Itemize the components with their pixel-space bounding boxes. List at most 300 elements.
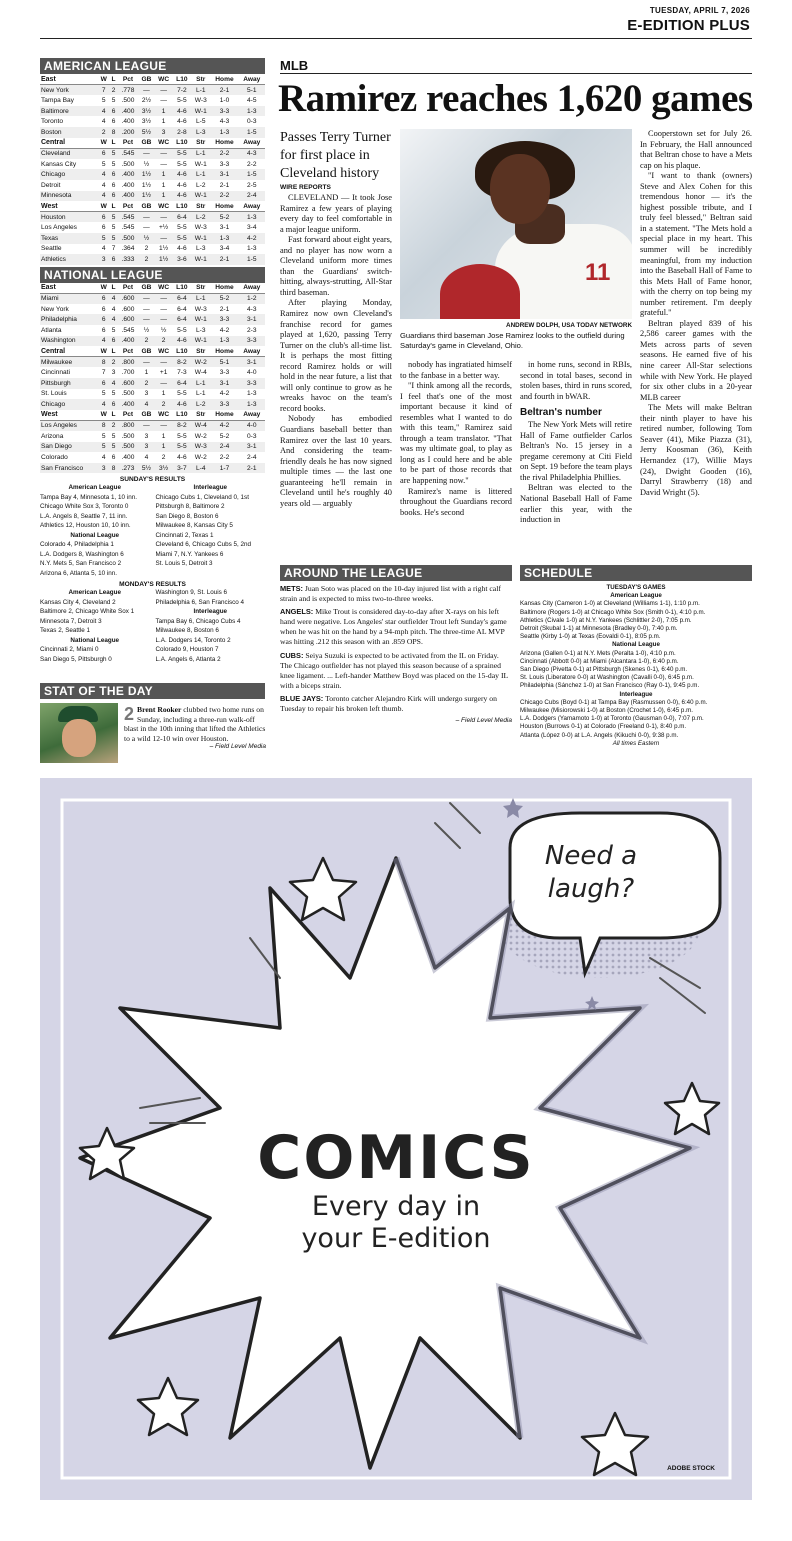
stat-cell: 4-6: [177, 245, 187, 253]
schedule-heading: TUESDAY'S GAMES: [606, 584, 666, 591]
stat-cell: 6: [109, 106, 117, 117]
column-header: L: [109, 283, 117, 294]
schedule-game: L.A. Dodgers (Yamamoto 1-0) at Toronto (Gausman 0-0), 7:07 p.m.: [520, 715, 704, 723]
subhead: Beltran's number: [520, 407, 602, 419]
stat-cell: 7-3: [177, 369, 187, 377]
table-row: [40, 159, 265, 170]
schedule-game: St. Louis (Liberatore 0-0) at Washington (Cavalli 0-0), 6:45 p.m.: [520, 674, 694, 682]
table-row: [40, 116, 265, 127]
stat-cell: W-3: [194, 96, 207, 104]
nl-standings-table: [40, 283, 265, 474]
stat-cell: .400: [121, 181, 135, 189]
table-row: [40, 336, 265, 347]
stat-cell: L-3: [196, 245, 206, 253]
stat-cell: 2-2: [219, 453, 230, 461]
stat-cell: .545: [121, 326, 135, 334]
stat-cell: 1-5: [239, 169, 265, 180]
division-name: Central: [40, 138, 98, 149]
stat-cell: 3½: [138, 106, 154, 117]
column-header: L10: [173, 201, 191, 212]
stat-cell: .600: [121, 305, 135, 313]
stat-cell: 4-6: [177, 181, 187, 189]
result-line: St. Louis 5, Detroit 3: [155, 560, 213, 568]
stat-cell: ½: [143, 160, 150, 168]
stat-cell: 8-2: [173, 357, 191, 368]
team-name: Arizona: [41, 432, 64, 440]
table-row: [40, 357, 265, 368]
schedule-game: San Diego (Pivetta 0-1) at Pittsburgh (Skenes 0-1), 6:40 p.m.: [520, 666, 688, 674]
stat-cell: .400: [118, 106, 139, 117]
edition-date: TUESDAY, APRIL 7, 2026: [649, 6, 750, 15]
column-header: Away: [239, 346, 265, 357]
deck: Passes Terry Turner for first place in Cleveland history: [280, 130, 391, 181]
stat-cell: 3: [138, 442, 154, 453]
stat-cell: W-2: [194, 453, 207, 461]
stat-cell: 4-3: [246, 305, 257, 313]
result-line: Baltimore 2, Chicago White Sox 1: [40, 608, 135, 616]
stat-cell: 4-2: [219, 326, 230, 334]
result-line: Minnesota 7, Detroit 3: [40, 617, 102, 625]
team-name: Los Angeles: [40, 420, 98, 431]
comics-ad[interactable]: [40, 778, 752, 1500]
column-header: Str: [191, 283, 210, 294]
stat-cell: 1: [155, 191, 173, 202]
stat-cell: 5-5: [177, 160, 187, 168]
column-header: W: [98, 283, 109, 294]
stat-cell: .500: [118, 233, 139, 244]
stat-cell: 3-6: [173, 254, 191, 265]
stat-cell: L-1: [191, 378, 210, 389]
team-name: Kansas City: [41, 160, 77, 168]
stat-cell: 3-4: [246, 224, 257, 232]
face-shape: [62, 719, 96, 757]
around-item: [280, 694, 512, 714]
schedule-footer: All times Eastern: [612, 739, 660, 747]
stat-cell: 7: [101, 369, 106, 377]
story-paragraph: After playing Monday, Ramirez now own Cleveland's franchise record for games played at 1,620, passing Terry Turner on the club's all-time list. It is perhaps the most fitting record Ramirez holds or will hold in the near future, a list that will only continue to grow as he wreaks havoc on the team's record books.: [280, 298, 392, 413]
stat-cell: 5-2: [210, 212, 238, 223]
stat-cell: 3-7: [173, 463, 191, 474]
team-name: Houston: [40, 212, 98, 223]
sunday-results-right: [156, 483, 266, 578]
stat-cell: 4-6: [173, 336, 191, 347]
stat-cell: L-1: [191, 169, 210, 180]
column-header: GB: [138, 410, 154, 421]
column-header: Home: [210, 283, 238, 294]
table-row: [40, 420, 265, 431]
stat-cell: 3-3: [239, 378, 265, 389]
schedule-game: Kansas City (Cameron 1-0) at Cleveland (Williams 1-1), 1:10 p.m.: [520, 600, 700, 608]
monday-results-left: [40, 588, 150, 664]
motion-line: [660, 978, 705, 1013]
team-name: Boston: [40, 127, 98, 138]
result-line: Philadelphia 6, San Francisco 4: [155, 598, 245, 606]
result-line: Cincinnati 2, Miami 0: [40, 646, 99, 654]
stat-cell: 2: [109, 420, 117, 431]
ad-subtitle-line-1: Every day in: [311, 1191, 481, 1222]
stat-cell: 4: [101, 245, 106, 253]
result-line: San Diego 8, Boston 6: [155, 512, 219, 520]
team-name: Chicago: [40, 169, 98, 180]
stat-cell: 3-1: [210, 378, 238, 389]
results-subheading: National League: [70, 636, 120, 644]
story-paragraph: Nobody has embodied Guardians baseball better than Ramirez over the last 10 years. And considering the team-friendly deals he has now signed multiple times — the last one guaranteeing he'll remain in Cleveland until he's roughly 40 years old — arguably: [280, 414, 392, 508]
stat-cell: 2: [109, 357, 117, 368]
stat-cell: L-1: [196, 390, 206, 398]
ad-credit: ADOBE STOCK: [667, 1465, 715, 1472]
stat-cell: 4-2: [219, 390, 230, 398]
stat-cell: 5-2: [219, 432, 230, 440]
result-line: Cincinnati 2, Texas 1: [155, 531, 214, 539]
story-column-4: [640, 129, 752, 498]
story-paragraph: Ramirez's name is littered throughout the Guardians record books. He's second: [400, 486, 512, 517]
stat-cell: 1-3: [210, 127, 238, 138]
bubble-line-2: laugh?: [547, 874, 635, 904]
stat-cell: W-1: [191, 254, 210, 265]
schedule-game: Detroit (Skubal 1-1) at Minnesota (Bradley 0-0), 7:40 p.m.: [520, 625, 678, 633]
division-header-row: [40, 283, 265, 294]
stat-cell: 6: [101, 224, 106, 232]
column-header: L: [109, 74, 117, 85]
stat-cell: 2-1: [239, 463, 265, 474]
stat-cell: .778: [118, 85, 139, 96]
schedule-game: Houston (Burrows 0-1) at Colorado (Freeland 0-1), 8:40 p.m.: [520, 723, 687, 731]
column-header: WC: [155, 74, 173, 85]
stat-credit: – Field Level Media: [209, 743, 266, 751]
stat-cell: +1: [159, 369, 168, 377]
stat-cell: ½: [143, 326, 150, 334]
team-name: Toronto: [41, 118, 63, 126]
stat-cell: 5: [101, 432, 106, 440]
column-header: Away: [239, 410, 265, 421]
stat-cell: 4-6: [173, 106, 191, 117]
motion-line: [450, 803, 480, 833]
stat-cell: .700: [121, 369, 135, 377]
division-header-row: [40, 346, 265, 357]
stat-cell: 4-3: [219, 118, 230, 126]
stat-cell: 3: [155, 127, 173, 138]
column-header: L10: [173, 283, 191, 294]
stat-cell: 4-3: [239, 148, 265, 159]
around-team: CUBS:: [280, 650, 304, 660]
stat-cell: —: [143, 224, 150, 232]
stat-cell: 8-2: [173, 420, 191, 431]
stat-cell: 6: [111, 453, 116, 461]
stat-cell: 3-3: [219, 369, 230, 377]
stat-cell: 4: [98, 399, 109, 410]
team-name: Tampa Bay: [41, 96, 74, 104]
stat-cell: —: [155, 233, 173, 244]
column-header: Home: [210, 74, 238, 85]
stat-cell: 1: [155, 169, 173, 180]
result-line: Tampa Bay 4, Minnesota 1, 10 inn.: [40, 493, 137, 501]
stat-cell: L-5: [196, 118, 206, 126]
ad-subtitle: [40, 1191, 752, 1255]
schedule-header: SCHEDULE: [520, 565, 752, 581]
stat-cell: L-1: [191, 148, 210, 159]
stat-cell: 2: [144, 245, 149, 253]
story-column-3-bottom: [520, 420, 632, 525]
stat-cell: 0-3: [246, 432, 257, 440]
schedule-subheading: Interleague: [619, 690, 653, 698]
column-header: GB: [138, 201, 154, 212]
division-name: East: [40, 74, 98, 85]
column-header: L: [109, 410, 117, 421]
stat-cell: 8: [98, 420, 109, 431]
byline: WIRE REPORTS: [280, 184, 331, 191]
stat-cell: W-3: [194, 305, 207, 313]
stat-cell: —: [155, 378, 173, 389]
around-item: [280, 584, 512, 604]
result-line: Athletics 12, Houston 10, 10 inn.: [40, 522, 131, 530]
stat-cell: .500: [118, 442, 139, 453]
result-line: L.A. Angels 8, Seattle 7, 11 inn.: [40, 512, 128, 520]
stat-cell: 4-6: [173, 169, 191, 180]
stat-cell: .200: [118, 127, 139, 138]
table-row: [40, 244, 265, 255]
stat-cell: 2: [109, 85, 117, 96]
column-header: W: [98, 74, 109, 85]
table-row: [40, 85, 265, 96]
column-header: Home: [210, 410, 238, 421]
stat-cell: 4: [98, 106, 109, 117]
stat-cell: 5: [109, 442, 117, 453]
stat-cell: 5: [111, 160, 116, 168]
column-header: W: [98, 346, 109, 357]
column-header: Home: [210, 138, 238, 149]
glove-shape: [440, 264, 520, 319]
stat-cell: .800: [118, 420, 139, 431]
stat-cell: .333: [118, 254, 139, 265]
table-row: [40, 314, 265, 325]
around-team: BLUE JAYS:: [280, 693, 324, 703]
stat-cell: 3-3: [210, 106, 238, 117]
stat-cell: —: [138, 212, 154, 223]
stat-cell: L-3: [191, 127, 210, 138]
stat-cell: 3-1: [239, 314, 265, 325]
sunday-results-title: SUNDAY'S RESULTS: [119, 476, 186, 484]
schedule-game: Arizona (Gallen 0-1) at N.Y. Mets (Peralta 1-0), 4:10 p.m.: [520, 649, 676, 657]
star-shape: [582, 1413, 648, 1475]
schedule-list: [520, 584, 752, 748]
stat-cell: 5: [98, 442, 109, 453]
stat-cell: 2-4: [239, 191, 265, 202]
around-team: ANGELS:: [280, 607, 314, 617]
column-header: Str: [191, 74, 210, 85]
column-header: Pct: [118, 74, 139, 85]
team-name: Colorado: [41, 453, 68, 461]
table-row: [40, 442, 265, 453]
al-standings-header: AMERICAN LEAGUE: [40, 58, 265, 74]
stat-cell: 6: [109, 254, 117, 265]
around-text: Mike Trout is considered day-to-day after X-rays on his left hand were negative. Los Angeles' star outfielder Trout left Sunday's game when he was hit on the hand by a 94-mph pitch. The three-time AL MVP was hitting .212 this season with an .859 OPS.: [280, 607, 507, 647]
division-header-row: [40, 138, 265, 149]
team-name: Miami: [40, 293, 98, 304]
story-paragraph: "I want to thank (owners) Steve and Alex Cohen for this tremendous honor — it's the highest possible tribute, and I truly feel blessed," Beltran said in a statement. "The Mets hold a special place in my heart. This summer will be incredibly meaningful, from my induction into the Baseball Hall of Fame to this Mets Hall of Fame honor, with the cherry on top being my number retirement. I'm deeply grateful.": [640, 171, 752, 318]
stat-cell: 5: [98, 233, 109, 244]
column-header: Away: [239, 138, 265, 149]
stat-cell: .400: [118, 169, 139, 180]
stat-cell: 5-5: [173, 442, 191, 453]
around-the-league: [280, 565, 512, 724]
stat-cell: W-1: [191, 233, 210, 244]
stat-cell: 7: [111, 245, 116, 253]
result-line: Colorado 4, Philadelphia 1: [40, 541, 114, 549]
stat-cell: 1-7: [210, 463, 238, 474]
table-row: [40, 212, 265, 223]
stat-cell: —: [143, 305, 150, 313]
schedule-game: Atlanta (López 0-0) at L.A. Angels (Kikuchi 0-0), 9:38 p.m.: [520, 731, 679, 739]
around-text: Juan Soto was placed on the 10-day injured list with a right calf strain and is expected to miss two-to-three weeks.: [280, 584, 501, 604]
column-header: GB: [138, 138, 154, 149]
results-subheading: American League: [68, 484, 121, 492]
stat-cell: —: [155, 314, 173, 325]
stat-cell: 3-3: [239, 336, 265, 347]
column-header: W: [98, 138, 109, 149]
stat-cell: 2-2: [246, 160, 257, 168]
stat-cell: 6: [109, 336, 117, 347]
column-header: W: [98, 410, 109, 421]
stat-cell: 1: [161, 390, 166, 398]
team-name: New York: [41, 305, 69, 313]
stat-cell: —: [138, 314, 154, 325]
bubble-line-1: Need a: [544, 841, 638, 871]
stat-cell: 4-6: [177, 118, 187, 126]
stat-cell: 3½: [141, 118, 152, 126]
stat-cell: 6: [98, 314, 109, 325]
stat-cell: 2-1: [210, 254, 238, 265]
stat-cell: .500: [121, 390, 135, 398]
result-line: Washington 9, St. Louis 6: [155, 589, 228, 597]
team-name: St. Louis: [41, 390, 67, 398]
result-line: San Diego 5, Pittsburgh 0: [40, 655, 112, 663]
stat-cell: 4-0: [239, 420, 265, 431]
stat-cell: .600: [118, 378, 139, 389]
result-line: Texas 2, Seattle 1: [40, 627, 91, 635]
stat-cell: —: [160, 160, 167, 168]
story-column-2: [400, 360, 512, 518]
stat-cell: —: [155, 212, 173, 223]
stat-cell: 5: [111, 390, 116, 398]
story-column-1: [280, 193, 392, 509]
result-line: N.Y. Mets 5, San Francisco 2: [40, 560, 122, 568]
stat-cell: .600: [118, 314, 139, 325]
stat-cell: 6-4: [177, 305, 187, 313]
stat-cell: W-1: [194, 160, 207, 168]
stat-of-the-day: [40, 683, 265, 783]
stat-cell: 8: [98, 357, 109, 368]
schedule-game: Philadelphia (Sánchez 1-0) at San Francisco (Ray 0-1), 9:45 p.m.: [520, 682, 700, 690]
team-name: Los Angeles: [41, 224, 77, 232]
stat-cell: 3-1: [210, 169, 238, 180]
schedule-game: Athletics (Civale 1-0) at N.Y. Yankees (Schlittler 2-0), 7:05 p.m.: [520, 616, 692, 624]
schedule-game: Baltimore (Rogers 1-0) at Chicago White Sox (Smith 0-1), 4:10 p.m.: [520, 608, 706, 616]
stat-cell: 3-1: [239, 357, 265, 368]
stat-cell: 3-1: [219, 224, 230, 232]
column-header: Pct: [118, 283, 139, 294]
al-standings-table: [40, 74, 265, 265]
stat-cell: W-1: [191, 106, 210, 117]
results-subheading: Interleague: [193, 484, 228, 492]
stat-cell: 2: [155, 336, 173, 347]
stat-cell: W-2: [191, 357, 210, 368]
stat-cell: .545: [118, 212, 139, 223]
team-name: Chicago: [40, 399, 98, 410]
stat-cell: 4-6: [173, 191, 191, 202]
stat-cell: 2-2: [210, 191, 238, 202]
division-header-row: [40, 201, 265, 212]
player-photo: [40, 703, 118, 763]
stat-cell: 1: [161, 118, 166, 126]
bubble-text: [518, 840, 664, 906]
result-line: Kansas City 4, Cleveland 2: [40, 598, 116, 606]
table-row: [40, 222, 265, 233]
stat-cell: 8: [109, 463, 117, 474]
stat-cell: 4-2: [210, 420, 238, 431]
schedule-subheading: National League: [612, 641, 660, 649]
stat-cell: W-1: [191, 336, 210, 347]
story-paragraph: "I think among all the records, I feel that's one of the most important because it kind of resembles what I wanted to do with this team," Ramirez said through a team translator. "That was my ultimate goal, to play as long as I could here and be able to be part of those records that are happening now.": [400, 381, 512, 486]
stat-cell: —: [138, 293, 154, 304]
stat-cell: L-1: [191, 293, 210, 304]
headline: Ramirez reaches 1,620 games: [278, 77, 753, 120]
team-name: Philadelphia: [40, 314, 98, 325]
story-paragraph: The New York Mets will retire Hall of Fame outfielder Carlos Beltran's No. 15 jersey in a pregame ceremony at Citi Field on Sept. 19 before the team plays the rival Philadelphia Phillies.: [520, 420, 632, 482]
head-shape: [490, 154, 550, 224]
stat-cell: 5-5: [177, 432, 187, 440]
story-paragraph: Fast forward about eight years, and no player has now worn a Cleveland uniform more times than the Guardians' switch-hitting, always-strutting, All-Star third baseman.: [280, 235, 392, 297]
stat-cell: 1: [161, 432, 166, 440]
around-text: Toronto catcher Alejandro Kirk will undergo surgery on Tuesday to repair his broken left thumb.: [280, 693, 497, 714]
team-name: Baltimore: [40, 106, 98, 117]
table-row: [40, 378, 265, 389]
stat-cell: 4-0: [246, 369, 257, 377]
stat-cell: 3: [144, 432, 149, 440]
monday-results: [40, 588, 265, 664]
ad-title: COMICS: [257, 1123, 535, 1193]
story-paragraph: Beltran was elected to the National Baseball Hall of Fame earlier this year, with the induction in: [520, 483, 632, 525]
stat-cell: 3: [111, 369, 116, 377]
schedule-game: Seattle (Kirby 1-0) at Texas (Eovaldi 0-1), 8:05 p.m.: [520, 633, 661, 641]
team-name: Cleveland: [40, 148, 98, 159]
around-item: [280, 607, 512, 647]
column-header: GB: [138, 346, 154, 357]
table-row: [40, 169, 265, 180]
result-line: Tampa Bay 6, Chicago Cubs 4: [155, 617, 241, 625]
stat-cell: 4: [101, 118, 106, 126]
story-paragraph: in home runs, second in RBIs, second in total bases, second in stolen bases, third in runs scored, and fourth in bWAR.: [520, 360, 632, 401]
column-header: L10: [173, 410, 191, 421]
motion-line: [650, 958, 700, 988]
team-name: Washington: [40, 336, 98, 347]
stat-cell: 1½: [155, 254, 173, 265]
stat-cell: 6: [109, 399, 117, 410]
column-header: GB: [138, 283, 154, 294]
team-name: Detroit: [41, 181, 61, 189]
jersey-number: 11: [585, 259, 611, 286]
stat-cell: 2-8: [173, 127, 191, 138]
stat-cell: .400: [121, 118, 135, 126]
column-header: Pct: [118, 410, 139, 421]
stat-cell: 1-3: [246, 390, 257, 398]
schedule-lines: [520, 592, 752, 740]
nl-standings-header: NATIONAL LEAGUE: [40, 267, 265, 283]
stat-cell: 3: [98, 254, 109, 265]
column-header: WC: [155, 201, 173, 212]
stat-cell: 5-5: [177, 224, 187, 232]
stat-cell: +½: [158, 224, 169, 232]
division-name: Central: [40, 346, 98, 357]
